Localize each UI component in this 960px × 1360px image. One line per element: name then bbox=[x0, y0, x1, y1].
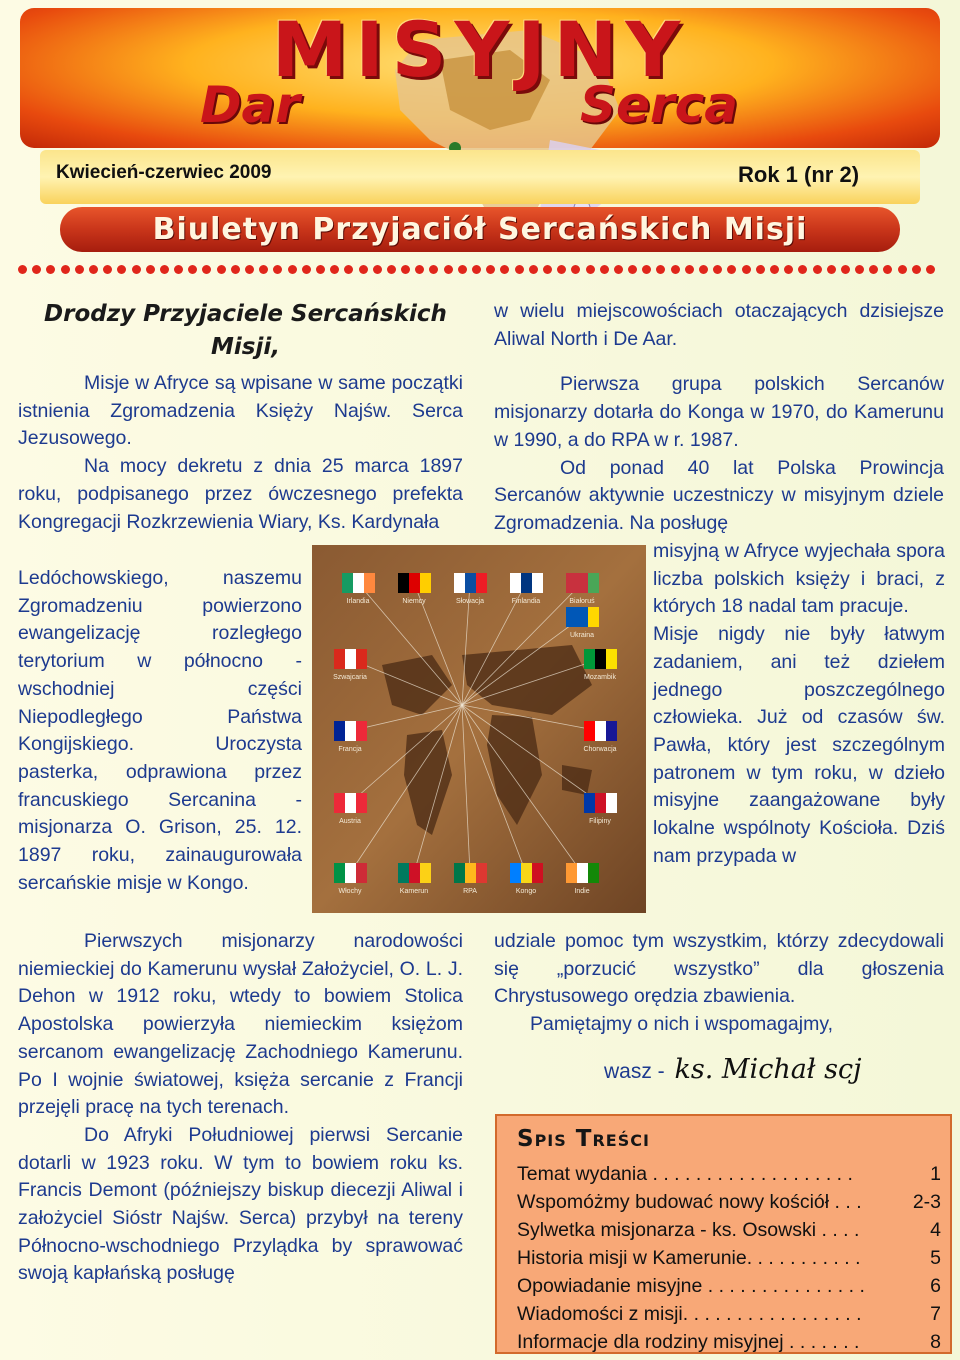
left-column-narrow bbox=[18, 565, 302, 897]
map-flag bbox=[454, 573, 487, 605]
right-paragraph-3b: misyjną w Afryce wyjechała spora liczba polskich księży i braci, z których 18 nadal tam pracuje. bbox=[653, 540, 945, 618]
map-flag-label: Słowacja bbox=[455, 598, 485, 605]
divider-dot bbox=[75, 265, 84, 274]
toc-row[interactable] bbox=[517, 1328, 941, 1356]
left-paragraph-4: Do Afryki Południowej pierwsi Sercanie dotarli w 1923 roku. W tym to bowiem roku ks. Francis Demont (późniejszy biskup diecezji Aliwal i założyciel Sióstr Najśw. Serca) przybył na tereny Północno-wschodniego Przylądka by sprawować swoją kapłańską posługę bbox=[18, 1123, 463, 1285]
toc-row-page: 7 bbox=[930, 1303, 941, 1325]
divider-dot bbox=[344, 265, 353, 274]
divider-dot bbox=[912, 265, 921, 274]
divider-dot bbox=[600, 265, 609, 274]
subtitle-right: Serca bbox=[580, 76, 738, 134]
divider-dot bbox=[898, 265, 907, 274]
world-map-flags-image bbox=[312, 545, 646, 913]
map-flag-label: Kamerun bbox=[399, 888, 429, 895]
toc-title: Spis Treści bbox=[517, 1126, 650, 1152]
signature-name: ks. Michał scj bbox=[674, 1054, 862, 1085]
divider-dot bbox=[742, 265, 751, 274]
divider-dot bbox=[302, 265, 311, 274]
map-flag-label: Austria bbox=[339, 818, 361, 825]
map-flag-label: Finlandia bbox=[511, 598, 541, 605]
divider-dot bbox=[656, 265, 665, 274]
divider-dot bbox=[557, 265, 566, 274]
divider-dot bbox=[259, 265, 268, 274]
divider-dot bbox=[316, 265, 325, 274]
map-flag bbox=[398, 863, 431, 895]
map-flag bbox=[583, 721, 617, 753]
left-column-top bbox=[18, 370, 463, 536]
right-paragraph-3a: Od ponad 40 lat Polska Prowincja Sercanów aktywnie uczestniczy w misyjnym dziele Zgromadzenia. Na posługę bbox=[494, 456, 944, 534]
map-flag bbox=[566, 607, 599, 639]
right-paragraph-4b: udziale pomoc tym wszystkim, którzy zdecydowali się „porzucić wszystko” dla głoszenia Chrystusowego orędzia zbawienia. bbox=[494, 930, 944, 1008]
issue-number: Rok 1 (nr 2) bbox=[738, 162, 860, 187]
divider-dot bbox=[869, 265, 878, 274]
right-column-bottom bbox=[494, 928, 944, 1039]
divider-dot bbox=[713, 265, 722, 274]
map-flag-label: Chorwacja bbox=[583, 746, 617, 753]
divider-dot bbox=[571, 265, 580, 274]
divider-dot bbox=[217, 265, 226, 274]
divider-dot bbox=[586, 265, 595, 274]
divider-dot bbox=[401, 265, 410, 274]
signature-prefix: wasz - bbox=[604, 1060, 665, 1083]
map-flag-label: Francja bbox=[338, 746, 362, 753]
map-flag-label: RPA bbox=[463, 888, 477, 895]
map-flag-label: Kongo bbox=[515, 888, 537, 895]
masthead-title: MISYJNY bbox=[271, 5, 689, 94]
divider-dot bbox=[231, 265, 240, 274]
toc-row-label: Opowiadanie misyjne . . . . . . . . . . . . . . . bbox=[517, 1275, 865, 1297]
bulletin-title: Biuletyn Przyjaciół Sercańskich Misji bbox=[152, 212, 808, 247]
divider-dot bbox=[415, 265, 424, 274]
map-flag-label: Włochy bbox=[338, 888, 362, 895]
left-paragraph-1: Misje w Afryce są wpisane w same początki istnienia Zgromadzenia Księży Najśw. Serca Jezusowego. bbox=[18, 372, 463, 450]
divider-dot bbox=[444, 265, 453, 274]
divider-dot bbox=[614, 265, 623, 274]
right-paragraph-1: w wielu miejscowościach otaczających dzisiejsze Aliwal North i De Aar. bbox=[494, 300, 944, 350]
toc-row[interactable] bbox=[517, 1160, 941, 1188]
left-paragraph-2a: Na mocy dekretu z dnia 25 marca 1897 roku, podpisanego przez ówczesnego prefekta Kongregacji Rozkrzewienia Wiary, Ks. Kardynała bbox=[18, 455, 463, 533]
divider-dot bbox=[671, 265, 680, 274]
divider-dot bbox=[685, 265, 694, 274]
divider-dot bbox=[770, 265, 779, 274]
left-paragraph-2b: Ledóchowskiego, naszemu Zgromadzeniu powierzono ewangelizację rozległego terytorium w północno - wschodniej części Niepodległego Państwa Kongijskiego. Uroczysta pasterka, odprawiona przez francuskiego Sercanina - misjonarza O. Grison, 25. 12. 1897 roku, zainaugurowała sercańskie misje w Kongo. bbox=[18, 567, 302, 894]
toc-row-label: Temat wydania . . . . . . . . . . . . . . . . . . . bbox=[517, 1163, 853, 1185]
divider-dot bbox=[756, 265, 765, 274]
right-column-top bbox=[494, 298, 944, 538]
map-flag bbox=[566, 573, 599, 605]
right-paragraph-5: Pamiętajmy o nich i wspomagajmy, bbox=[530, 1013, 834, 1036]
signature bbox=[604, 1054, 862, 1085]
dotted-divider bbox=[18, 261, 943, 275]
map-flag bbox=[333, 649, 367, 681]
divider-dot bbox=[529, 265, 538, 274]
toc-row[interactable] bbox=[517, 1300, 941, 1328]
toc-row-label: Sylwetka misjonarza - ks. Osowski . . . . bbox=[517, 1219, 860, 1241]
divider-dot bbox=[359, 265, 368, 274]
divider-dot bbox=[202, 265, 211, 274]
divider-dot bbox=[373, 265, 382, 274]
masthead bbox=[0, 0, 960, 255]
divider-dot bbox=[146, 265, 155, 274]
map-flag-label: Białoruś bbox=[569, 598, 595, 605]
divider-dot bbox=[117, 265, 126, 274]
divider-dot bbox=[458, 265, 467, 274]
divider-dot bbox=[288, 265, 297, 274]
divider-dot bbox=[89, 265, 98, 274]
divider-dot bbox=[330, 265, 339, 274]
divider-dot bbox=[174, 265, 183, 274]
divider-dot bbox=[515, 265, 524, 274]
toc-row[interactable] bbox=[517, 1244, 941, 1272]
table-of-contents bbox=[495, 1114, 952, 1354]
map-flag-label: Irlandia bbox=[346, 598, 370, 605]
right-paragraph-2: Pierwsza grupa polskich Sercanów misjonarzy dotarła do Konga w 1970, do Kamerunu w 1990, a do RPA w r. 1987. bbox=[494, 373, 944, 451]
toc-row-label: Wspomóżmy budować nowy kościół . . . bbox=[517, 1191, 862, 1213]
divider-dot bbox=[727, 265, 736, 274]
right-column-narrow bbox=[653, 538, 945, 870]
divider-dot bbox=[500, 265, 509, 274]
divider-dot bbox=[827, 265, 836, 274]
map-flag bbox=[510, 573, 543, 605]
toc-row-label: Historia misji w Kamerunie. . . . . . . . . . . bbox=[517, 1247, 861, 1269]
subtitle-left: Dar bbox=[200, 76, 300, 134]
toc-row-page: 8 bbox=[930, 1331, 941, 1353]
right-paragraph-4: Misje nigdy nie były łatwym zadaniem, ani też dziełem jednego poszczególnego człowieka. Już od czasów św. Pawła, który jest szczególnym patronem w tym roku, w dzieło misyjne zaangażowane były lokalne wspólnoty Kościoła. Dziś nam przypada w bbox=[653, 623, 945, 867]
map-flag bbox=[584, 649, 617, 681]
toc-row-label: Wiadomości z misji. . . . . . . . . . . . . . . . . bbox=[517, 1303, 862, 1325]
map-flag-label: Niemcy bbox=[402, 598, 426, 605]
toc-row-page: 4 bbox=[930, 1219, 941, 1241]
divider-dot bbox=[32, 265, 41, 274]
divider-dot bbox=[46, 265, 55, 274]
left-column-bottom bbox=[18, 928, 463, 1288]
divider-dot bbox=[103, 265, 112, 274]
divider-dot bbox=[472, 265, 481, 274]
map-flag-label: Filipiny bbox=[589, 818, 611, 825]
divider-dot bbox=[784, 265, 793, 274]
divider-dot bbox=[699, 265, 708, 274]
divider-dot bbox=[429, 265, 438, 274]
divider-dot bbox=[642, 265, 651, 274]
map-flag-label: Mozambik bbox=[584, 674, 616, 681]
toc-row[interactable] bbox=[517, 1188, 941, 1216]
toc-row-page: 2-3 bbox=[912, 1191, 941, 1213]
toc-row-page: 6 bbox=[930, 1275, 941, 1297]
divider-dot bbox=[132, 265, 141, 274]
toc-row-label: Informacje dla rodziny misyjnej . . . . . . . bbox=[517, 1331, 860, 1353]
divider-dot bbox=[813, 265, 822, 274]
toc-row[interactable] bbox=[517, 1272, 941, 1300]
divider-dot bbox=[855, 265, 864, 274]
divider-dot bbox=[160, 265, 169, 274]
issue-date: Kwiecień-czerwiec 2009 bbox=[56, 162, 272, 183]
toc-row-page: 1 bbox=[930, 1163, 941, 1185]
divider-dot bbox=[841, 265, 850, 274]
divider-dot bbox=[883, 265, 892, 274]
divider-dot bbox=[18, 265, 27, 274]
divider-dot bbox=[798, 265, 807, 274]
divider-dot bbox=[628, 265, 637, 274]
divider-dot bbox=[387, 265, 396, 274]
divider-dot bbox=[486, 265, 495, 274]
divider-dot bbox=[188, 265, 197, 274]
greeting: Drodzy Przyjaciele Sercańskich Misji, bbox=[44, 301, 447, 360]
divider-dot bbox=[61, 265, 70, 274]
divider-dot bbox=[543, 265, 552, 274]
map-flag-label: Ukraina bbox=[569, 632, 595, 639]
toc-row[interactable] bbox=[517, 1216, 941, 1244]
map-flag-label: Indie bbox=[574, 888, 590, 895]
map-flag-label: Szwajcaria bbox=[333, 674, 367, 681]
divider-dot bbox=[245, 265, 254, 274]
toc-row-page: 5 bbox=[930, 1247, 941, 1269]
masthead-subtitle bbox=[160, 76, 800, 136]
divider-dot bbox=[273, 265, 282, 274]
left-paragraph-3: Pierwszych misjonarzy narodowości niemieckiej do Kamerunu wysłał Założyciel, O. L. J. Dehon w 1912 roku, wtedy to bowiem Stolica Apostolska powierzyła niemieckim księżom sercanom ewangelizację Zachodniego Kamerunu. Po I wojnie światowej, księża sercanie z Francji przejęli pracę na tych terenach. bbox=[18, 930, 463, 1119]
divider-dot bbox=[926, 265, 935, 274]
